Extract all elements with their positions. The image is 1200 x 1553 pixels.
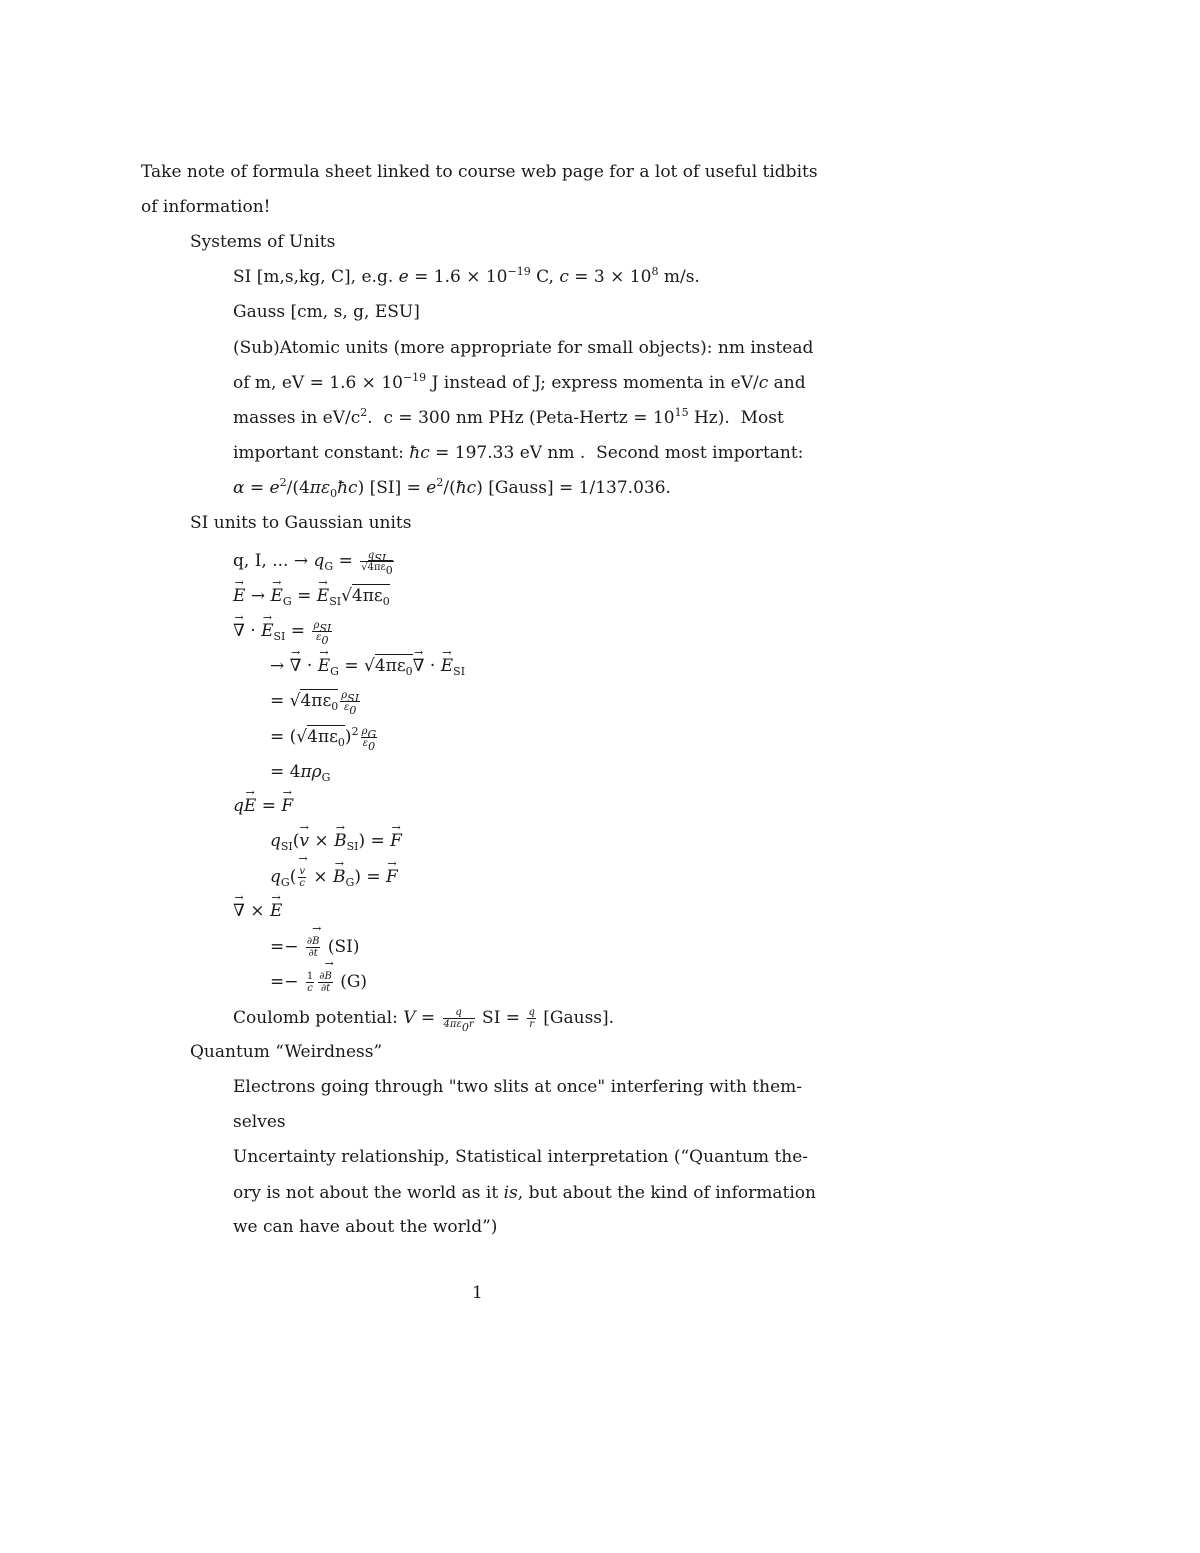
quantum-line-5: we can have about the world”) [233,1217,498,1237]
faraday-si-eq: =− $\frac{\partial\to B}{\partial t}$ (SI) [270,936,359,959]
quantum-line-2: selves [233,1112,286,1132]
lorentz-gauss-eq: $q_G$( → $\frac{v}{c}$ × → $B_G$) = → F [270,866,398,889]
gauss-law-step-4: = $4\pi\rho_G$ [270,762,331,784]
charge-conversion-eq: q, I, ... → $q_G$ = $\frac{q_{SI}}{√4\pi\varepsilon_0}$ [233,550,393,577]
lorentz-si-eq: $q_{SI}(\to v$ × → $B_{SI}$) = → F [270,831,402,851]
coulomb-potential-line: Coulomb potential: V = $\frac{q}{4\pi\varepsilon_0r}$ SI = $\frac{q}{r}$ [Gauss]. [233,1007,615,1034]
faraday-gauss-eq: =− $\frac{1}{c}$ $\frac{\partial\to B}{\partial t}$ (G) [270,971,367,994]
gauss-law-step-3: = $(√4\pi\varepsilon_0)^2$ $\frac{\rho_G}{\varepsilon_0}$ [270,725,377,753]
conversion-heading: SI units to Gaussian units [190,513,412,533]
intro-line-1: Take note of formula sheet linked to course web page for a lot of useful tidbits [141,162,818,182]
gauss-law-step-1: → → ∇ · → $E_G = √4\pi\varepsilon_0\to$ ∇ · → $E_{SI}$ [270,656,465,676]
quantum-heading: Quantum “Weirdness” [190,1042,383,1062]
quantum-line-1: Electrons going through "two slits at once" interfering with them- [233,1077,803,1097]
quantum-line-3: Uncertainty relationship, Statistical interpretation (“Quantum the- [233,1147,809,1167]
gauss-law-si-eq: → ∇ · → $E_{SI}$ = $\frac{\rho_{SI}}{\varepsilon_0}$ [233,620,334,643]
quantum-line-4: ory is not about the world as it is, but about the kind of information [233,1183,816,1203]
efield-conversion-eq: → E → → $E_G$ = → $E_{SI}√4\pi\varepsilon_0$ [233,586,390,606]
curl-e-eq: → ∇ × → E [233,901,282,921]
page-number: 1 [472,1283,483,1303]
atomic-units-line-4: important constant: ħc = 197.33 eV nm . Second most important: [233,443,804,463]
gauss-units-line: Gauss [cm, s, g, ESU] [233,302,420,322]
fine-structure-line: $\alpha = e^2/(4\pi\varepsilon_0ħc) [SI]$ = $e^2/(ħc)$ [Gauss] = 1/137.036. [233,476,671,500]
atomic-units-line-2: of m, eV = $1.6 \times 10^{-19}$ J instead of J; express momenta in eV/c and [233,371,806,393]
atomic-units-line-1: (Sub)Atomic units (more appropriate for small objects): nm instead [233,338,814,358]
gauss-law-step-2: = $√4\pi\varepsilon_0$ $\frac{\rho_{SI}}{\varepsilon_0}$ [270,690,360,717]
intro-line-2: of information! [141,197,271,217]
force-eq: q→ E = → F [233,796,293,816]
units-heading: Systems of Units [190,232,336,252]
si-units-line: SI [m,s,kg, C], e.g. $e = 1.6 \times 10^{-19}$ C, $c = 3 \times 10^8$ m/s. [233,265,700,287]
atomic-units-line-3: masses in $eV/c^2$. c = 300 nm PHz (Peta-Hertz = $10^{15}$ Hz). Most [233,406,784,428]
